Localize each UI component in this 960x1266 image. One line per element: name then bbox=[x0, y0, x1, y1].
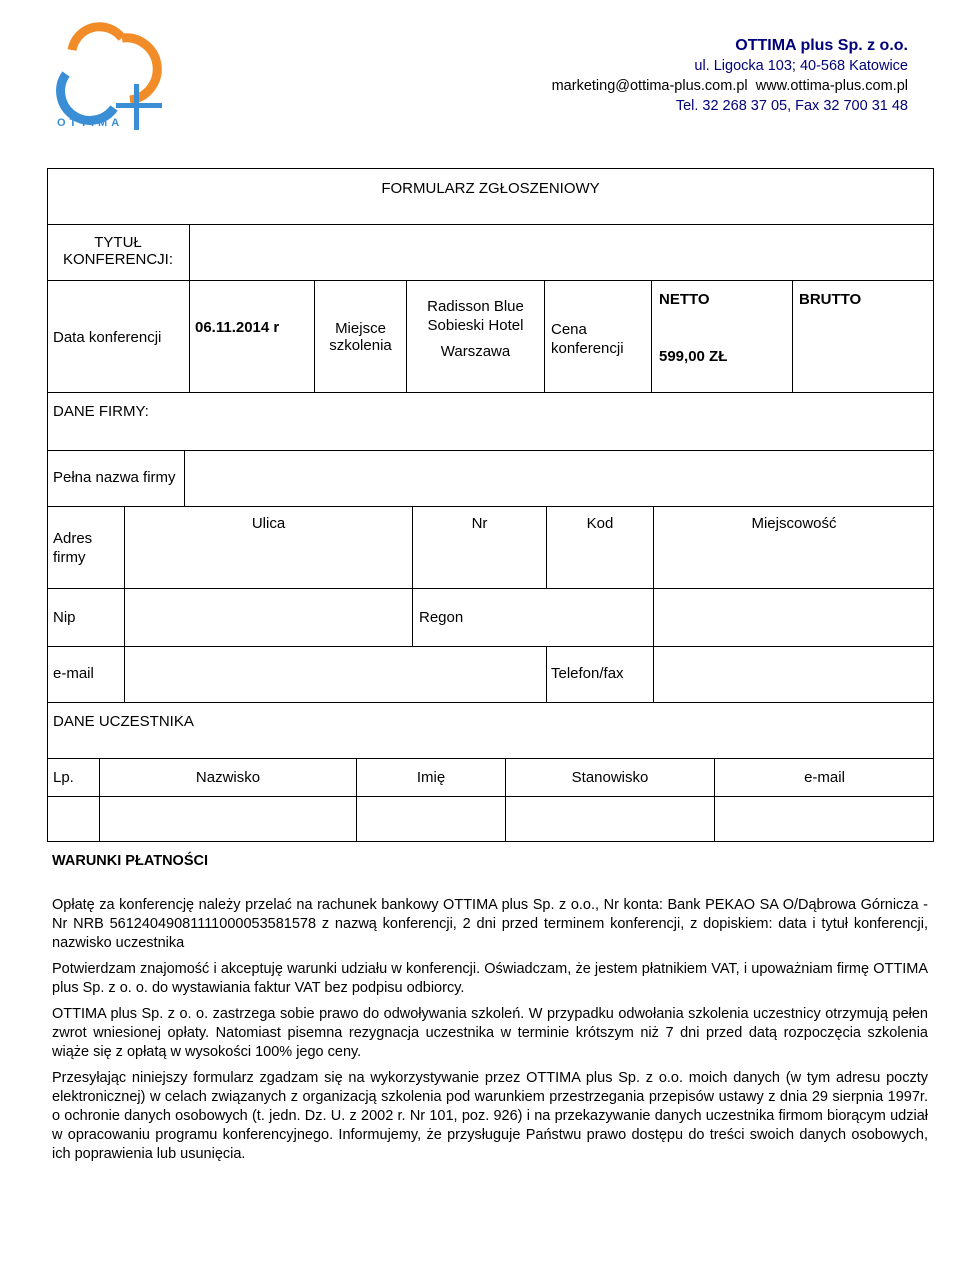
address-label: Adres firmy bbox=[53, 530, 93, 566]
company-section-label: DANE FIRMY: bbox=[53, 403, 149, 420]
netto-label: NETTO bbox=[659, 291, 710, 308]
phone-field[interactable] bbox=[654, 647, 933, 702]
date-value[interactable]: 06.11.2014 r bbox=[195, 319, 280, 336]
full-name-field[interactable] bbox=[185, 451, 933, 506]
city-label: Miejscowość bbox=[751, 515, 837, 532]
nip-label: Nip bbox=[53, 609, 76, 626]
regon-label: Regon bbox=[419, 609, 464, 626]
conference-title-label: TYTUŁ KONFERENCJI: bbox=[62, 234, 173, 268]
street-label: Ulica bbox=[251, 515, 286, 532]
participant-position-field[interactable] bbox=[506, 797, 714, 841]
col-position: Stanowisko bbox=[571, 769, 649, 786]
phone-label: Telefon/fax bbox=[551, 665, 624, 682]
col-lp: Lp. bbox=[53, 769, 74, 786]
participant-email-field[interactable] bbox=[715, 797, 933, 841]
company-phone: Tel. 32 268 37 05, Fax 32 700 31 48 bbox=[675, 98, 908, 114]
terms-heading: WARUNKI PŁATNOŚCI bbox=[52, 853, 209, 869]
city-field[interactable] bbox=[654, 538, 933, 588]
terms-paragraph-2: Potwierdzam znajomość i akceptuję warunki udziału w konferencji. Oświadczam, że jestem płatnikiem VAT, i upoważniam firmę OTTIMA plus Sp. z o. o. do wystawiania faktur VAT bez podpisu odbiorcy. bbox=[52, 961, 928, 996]
code-label: Kod bbox=[586, 515, 614, 532]
terms-paragraph-1: Opłatę za konferencję należy przelać na rachunek bankowy OTTIMA plus Sp. z o.o., Nr konta: Bank PEKAO SA O/Dąbrowa Górnicza - Nr NRB 56124049081111000053581578 z nazwą konferencji, 2 dni przed terminem konferencji, z dopiskiem: data i tytuł konferencji, nazwisko uczestnika bbox=[52, 897, 928, 951]
col-surname: Nazwisko bbox=[195, 769, 261, 786]
full-name-label: Pełna nazwa firmy bbox=[53, 469, 176, 486]
nip-field[interactable] bbox=[125, 589, 412, 646]
brutto-field[interactable] bbox=[793, 313, 933, 391]
company-email-link[interactable]: marketing@ottima-plus.com.pl bbox=[551, 78, 748, 94]
company-name: OTTIMA plus Sp. z o.o. bbox=[735, 37, 908, 54]
netto-value[interactable]: 599,00 ZŁ bbox=[659, 348, 728, 365]
svg-text:OTTIMA: OTTIMA bbox=[57, 117, 124, 129]
code-field[interactable] bbox=[547, 538, 653, 588]
email-label: e-mail bbox=[53, 665, 94, 682]
street-field[interactable] bbox=[125, 538, 412, 588]
price-label: Cena konferencji bbox=[551, 321, 624, 357]
participant-section-label: DANE UCZESTNIKA bbox=[53, 713, 194, 730]
date-label: Data konferencji bbox=[53, 329, 162, 346]
form-title: FORMULARZ ZGŁOSZENIOWY bbox=[381, 180, 600, 197]
registration-form bbox=[47, 168, 934, 842]
participant-surname-field[interactable] bbox=[100, 797, 356, 841]
place-label: Miejsce szkolenia bbox=[329, 320, 392, 354]
place-value[interactable]: Radisson Blue Sobieski Hotel Warszawa bbox=[427, 298, 524, 360]
company-header bbox=[552, 36, 908, 116]
col-name: Imię bbox=[416, 769, 446, 786]
email-field[interactable] bbox=[125, 647, 546, 702]
conference-title-field[interactable] bbox=[190, 225, 933, 280]
terms-paragraph-4: Przesyłając niniejszy formularz zgadzam się na wykorzystywanie przez OTTIMA plus Sp. z o.o. moich danych (w tym adresu poczty elektronicznej) w celach związanych z organizacją szkolenia pod warunkiem przestrzegania przepisów ustawy z dnia 29 sierpnia 1997r. o ochronie danych osobowych (t. jedn. Dz. U. z 2002 r. Nr 101, poz. 926) i na przekazywanie danych uczestnika firmom biorącym udział w opracowaniu programu konferencyjnego. Informujemy, że przysługuje Państwu prawo dostępu do treści swoich danych osobowych, ich poprawienia lub usunięcia. bbox=[52, 1070, 928, 1162]
company-address: ul. Ligocka 103; 40-568 Katowice bbox=[694, 58, 908, 74]
number-label: Nr bbox=[471, 515, 488, 532]
participant-name-field[interactable] bbox=[357, 797, 505, 841]
terms-paragraph-3: OTTIMA plus Sp. z o. o. zastrzega sobie prawo do odwoływania szkoleń. W przypadku odwołania szkolenia uczestnicy otrzymują pełen zwrot wniesionej opłaty. Natomiast pisemna rezygnacja uczestnika w terminie krótszym niż 7 dni przed datą rozpoczęcia szkolenia wiąże się z opłatą w wysokości 100% jego ceny. bbox=[52, 1006, 928, 1060]
company-www-link[interactable]: www.ottima-plus.com.pl bbox=[755, 78, 908, 94]
company-logo bbox=[52, 22, 164, 134]
col-email: e-mail bbox=[804, 769, 845, 786]
regon-field[interactable] bbox=[654, 589, 933, 646]
number-field[interactable] bbox=[413, 538, 546, 588]
brutto-label: BRUTTO bbox=[799, 291, 862, 308]
company-contact bbox=[552, 76, 908, 96]
